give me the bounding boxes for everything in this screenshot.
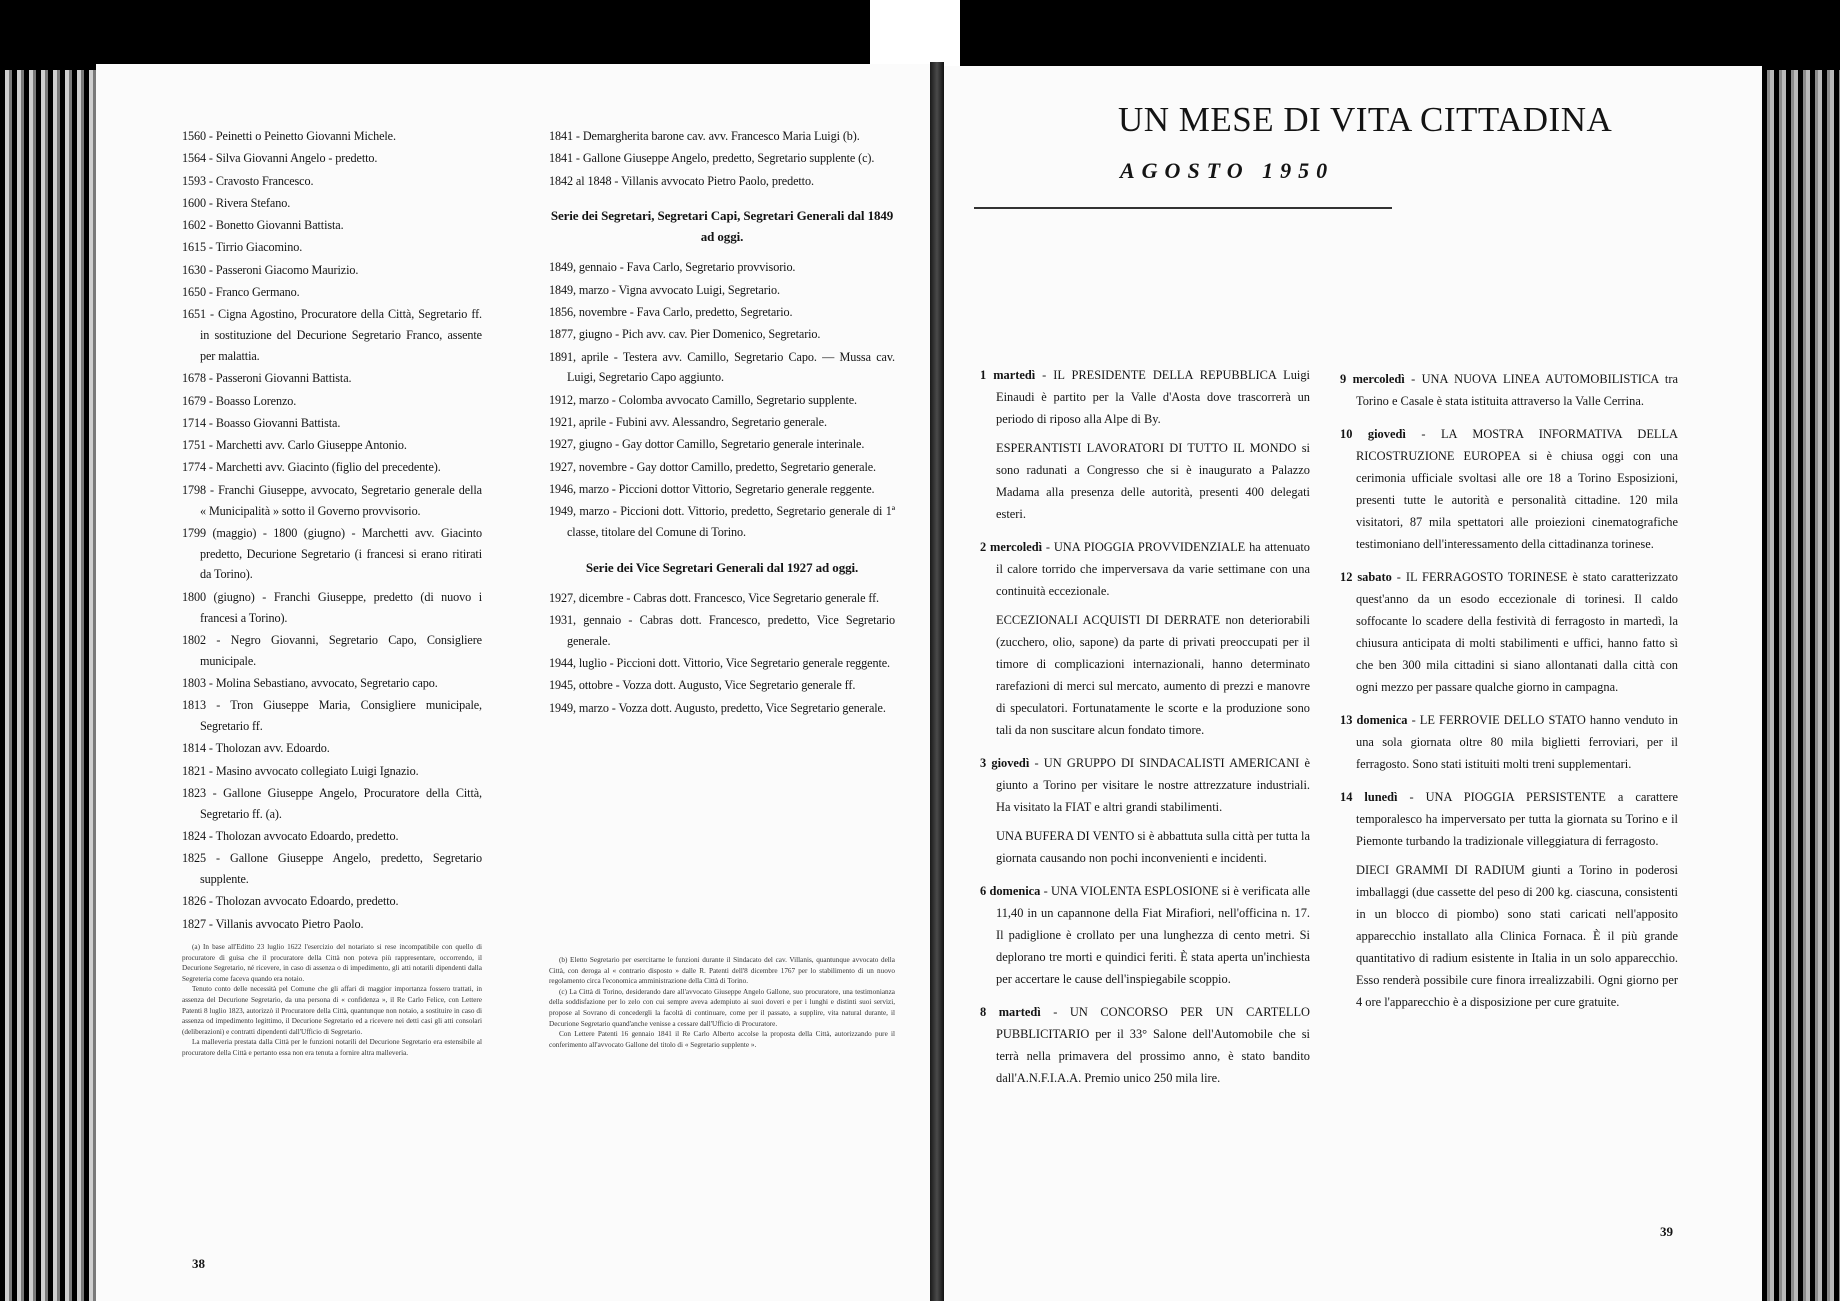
chronicle-column-1 [980, 364, 1310, 1100]
chronicle-entry [1340, 709, 1678, 775]
footnote: (c) La Città di Torino, desiderando dare all'avvocato Giuseppe Angelo Gallone, suo procuratore, una testimonianza della soddisfazione per lo zelo con cui sempre aveva adempiuto ai suoi doveri e per i lunghi e distinti suoi servizi, propose al Sovrano di concedergli la facoltà di continuare, come per il passato, a supplire, vita natural durante, il Decurione Segretario quand'anche venisse a cessare dall'Ufficio di Procuratore. [549, 987, 895, 1028]
footnote: Con Lettere Patenti 16 gennaio 1841 il Re Carlo Alberto accolse la proposta della Città, autorizzando pure il conferimento all'avvocato Gallone del titolo di « Segretario supplente ». [549, 1030, 895, 1049]
entry-text: ECCEZIONALI ACQUISTI DI DERRATE non deteriorabili (zucchero, olio, sapone) da parte di privati preoccupati per il timore di complicazioni internazionali, hanno determinato rarefazioni di merci sul mercato, aumento di prezzi e manovre di speculatori. Fortunatamente le scorte e la produzione sono tali da non suscitare alcun fondato timore. [996, 613, 1310, 737]
list-item: 1798 - Franchi Giuseppe, avvocato, Segretario generale della « Municipalità » sotto il Governo provvisorio. [182, 482, 482, 518]
book-spine-tab [870, 0, 960, 70]
weekday: martedì [993, 368, 1036, 382]
left-column-2 [549, 126, 895, 720]
weekday: mercoledì [990, 540, 1043, 554]
chronicle-entry [980, 437, 1310, 525]
weekday: martedì [998, 1005, 1041, 1019]
chronicle-entry [980, 364, 1310, 430]
list-item: 1823 - Gallone Giuseppe Angelo, Procuratore della Città, Segretario ff. (a). [182, 785, 482, 821]
list-item: 1714 - Boasso Giovanni Battista. [182, 415, 341, 430]
entry-text: - UNA VIOLENTA ESPLOSIONE si è verificata alle 11,40 in un capannone della Fiat Mirafiori, nell'officina n. 17. Il padiglione è crollato per una lunghezza di cento metri. Si deplorano tre morti e quindici feriti. È stata aperta un'inchiesta per accertare le cause dell'inspiegabile scoppio. [996, 884, 1310, 986]
entry-text: - IL FERRAGOSTO TORINESE è stato caratterizzato quest'anno da un esodo eccezionale di torinesi. Il caldo soffocante lo scadere della festività di ferragosto in martedì, la chiusura anticipata di molti stabilimenti e uffici, hanno fatto sì che ben 300 mila cittadini si siano allontanati dalla città con ogni mezzo per passare qualche giorno in campagna. [1356, 570, 1678, 694]
chronicle-entry [980, 609, 1310, 741]
day-number: 8 [980, 1005, 987, 1019]
list-item: 1814 - Tholozan avv. Edoardo. [182, 741, 330, 756]
list-item: 1650 - Franco Germano. [182, 285, 300, 300]
list-item: 1825 - Gallone Giuseppe Angelo, predetto, Segretario supplente. [182, 851, 482, 887]
list-item: 1803 - Molina Sebastiano, avvocato, Segretario capo. [182, 675, 438, 690]
weekday: lunedì [1364, 790, 1398, 804]
entry-text: - UNA NUOVA LINEA AUTOMOBILISTICA tra Torino e Casale è stata istituita attraverso la Valle Cerrina. [1356, 372, 1678, 408]
entry-text: UNA BUFERA DI VENTO si è abbattuta sulla città per tutta la giornata causando non pochi inconvenienti e incidenti. [996, 829, 1310, 865]
entry-text: - LE FERROVIE DELLO STATO hanno venduto in una sola giornata oltre 80 mila biglietti ferroviari, per il ferragosto. Sono stati istituiti molti treni supplementari. [1356, 713, 1678, 771]
list-item: 1927, dicembre - Cabras dott. Francesco, Vice Segretario generale ff. [549, 590, 879, 605]
list-item: 1615 - Tirrio Giacomino. [182, 240, 303, 255]
list-item: 1891, aprile - Testera avv. Camillo, Segretario Capo. — Mussa cav. Luigi, Segretario Capo aggiunto. [549, 349, 895, 385]
day-number: 9 [1340, 372, 1347, 386]
chronicle-entry [1340, 566, 1678, 698]
list-item: 1824 - Tholozan avvocato Edoardo, predetto. [182, 829, 399, 843]
chronicle-entry [1340, 859, 1678, 1013]
list-item: 1600 - Rivera Stefano. [182, 195, 291, 210]
entry-text: - LA MOSTRA INFORMATIVA DELLA RICOSTRUZIONE EUROPEA si è chiusa oggi con una cerimonia ufficiale svoltasi alle ore 18 a Torino Esposizioni, presenti tutte le autorità e personalità cittadine. 120 mila visitatori, 87 mila spettatori alle proiezioni cinematografiche testimoniano dell'interessamento della cittadinanza torinese. [1356, 427, 1678, 551]
list-item: 1593 - Cravosto Francesco. [182, 173, 314, 188]
list-item: 1927, novembre - Gay dottor Camillo, predetto, Segretario generale. [549, 459, 876, 474]
list-item: 1912, marzo - Colomba avvocato Camillo, Segretario supplente. [549, 392, 857, 407]
weekday: giovedì [1367, 427, 1406, 441]
footnote: (a) In base all'Editto 23 luglio 1622 l'esercizio del notariato si rese incompatibile con quello di procuratore di guisa che il procuratore della Città non poteva più rappresentare, occorrendo, il Decurione Segretario, né ricevere, in caso di assenza o di impedimento, gli atti notarili dipendenti dalla Segreteria come faceva quando era notaio. [182, 943, 482, 983]
list-item: 1877, giugno - Pich avv. cav. Pier Domenico, Segretario. [549, 327, 821, 342]
chronicle-entry [980, 1001, 1310, 1089]
entry-text: DIECI GRAMMI DI RADIUM giunti a Torino in poderosi imballaggi (due cassette del peso di 200 kg. ciascuna, consistenti in un blocco di piombo) sono stati caricati nell'apposito apparecchio installato alla Clinica Fornaca. È il più grande quantitativo di radium esistente in Italia in un solo apparecchio. Esso renderà possibile cure finora irrealizzabili. Ogni giorno per 4 ore l'apparecchio è a disposizione per cure gratuite. [1356, 863, 1678, 1009]
right-page-edges [1758, 70, 1840, 1301]
left-page-edges [0, 70, 96, 1301]
list-item: 1927, giugno - Gay dottor Camillo, Segretario generale interinale. [549, 437, 865, 452]
list-item: 1946, marzo - Piccioni dottor Vittorio, Segretario generale reggente. [549, 481, 875, 496]
entry-text: - IL PRESIDENTE DELLA REPUBBLICA Luigi Einaudi è partito per la Valle d'Aosta dove trascorrerà un periodo di riposo alla Alpe di By. [996, 368, 1310, 426]
day-number: 2 [980, 540, 987, 554]
list-item: 1774 - Marchetti avv. Giacinto (figlio del precedente). [182, 460, 441, 475]
weekday: mercoledì [1352, 372, 1405, 386]
list-item: 1751 - Marchetti avv. Carlo Giuseppe Antonio. [182, 438, 407, 453]
list-item: 1841 - Demargherita barone cav. avv. Francesco Maria Luigi (b). [549, 129, 860, 143]
footnote: La malleveria prestata dalla Città per le funzioni notarili del Decurione Segretario era estensibile al procuratore della Città e pertanto essa non era tenuta a fornire altra malleveria. [182, 1038, 482, 1057]
chronicle-entry [1340, 786, 1678, 852]
footnote: Tenuto conto delle necessità pel Comune che gli affari di maggior importanza fossero trattati, in assenza del Decurione Segretario, da una persona di « confidenza », il Re Carlo Felice, con Lettere Patenti 8 luglio 1823, autorizzò il Procuratore della Città, quantunque non notaio, a sostituire in caso di assenza od impedimento legittimo, il Decurione Segretario ed a ricevere nei detti casi gli atti consolari (deliberazioni) e contratti dipendenti dall'Ufficio di Segretario. [182, 985, 482, 1036]
list-item: 1849, gennaio - Fava Carlo, Segretario provvisorio. [549, 260, 796, 275]
chronicle-entry [980, 752, 1310, 818]
page-number-right: 39 [1660, 1224, 1673, 1239]
chronicle-entry [980, 825, 1310, 869]
list-item: 1800 (giugno) - Franchi Giuseppe, predetto (di nuovo i francesi a Torino). [182, 589, 482, 625]
list-item: 1678 - Passeroni Giovanni Battista. [182, 371, 352, 386]
book-gutter [930, 62, 944, 1301]
list-item: 1651 - Cigna Agostino, Procuratore della Città, Segretario ff. in sostituzione del Decurione Segretario Franco, assente per malattia. [182, 307, 482, 363]
left-column-1 [182, 126, 482, 936]
list-item: 1949, marzo - Piccioni dott. Vittorio, predetto, Segretario generale di 1ª classe, titolare del Comune di Torino. [549, 504, 895, 539]
secretaries-list [549, 257, 895, 542]
section-heading-vice-secretaries: Serie dei Vice Segretari Generali dal 1927 ad oggi. [585, 559, 859, 575]
list-item: 1802 - Negro Giovanni, Segretario Capo, Consigliere municipale. [182, 632, 482, 668]
secretaries-list-top [549, 126, 895, 191]
day-number: 12 [1340, 570, 1353, 584]
list-item: 1630 - Passeroni Giacomo Maurizio. [182, 262, 359, 277]
entry-text: - UNA PIOGGIA PROVVIDENZIALE ha attenuato il calore torrido che imperversava da varie settimane con una continuità eccezionale. [996, 540, 1310, 598]
weekday: domenica [989, 884, 1041, 898]
list-item: 1560 - Peinetti o Peinetto Giovanni Michele. [182, 129, 396, 143]
list-item: 1602 - Bonetto Giovanni Battista. [182, 218, 344, 233]
day-number: 13 [1340, 713, 1353, 727]
day-number: 6 [980, 884, 987, 898]
entry-text: - UNA PIOGGIA PERSISTENTE a carattere temporalesco ha imperversato per tutta la giornata su Torino e il Piemonte turbando la tradizionale villeggiatura di ferragosto. [1356, 790, 1678, 848]
day-number: 10 [1340, 427, 1353, 441]
section-heading-secretaries: Serie dei Segretari, Segretari Capi, Segretari Generali dal 1849 ad oggi. [550, 208, 894, 245]
list-item: 1813 - Tron Giuseppe Maria, Consigliere municipale, Segretario ff. [182, 698, 482, 734]
list-item: 1799 (maggio) - 1800 (giugno) - Marchetti avv. Giacinto predetto, Decurione Segretario (i francesi si erano ritirati da Torino). [182, 525, 482, 582]
list-item: 1931, gennaio - Cabras dott. Francesco, predetto, Vice Segretario generale. [549, 613, 895, 648]
day-number: 1 [980, 368, 987, 382]
list-item: 1679 - Boasso Lorenzo. [182, 393, 297, 408]
chronicle-entry [980, 880, 1310, 990]
list-item: 1841 - Gallone Giuseppe Angelo, predetto, Segretario supplente (c). [549, 151, 875, 166]
page-title: UN MESE DI VITA CITTADINA [1118, 100, 1613, 139]
weekday: giovedì [991, 756, 1030, 770]
left-page [96, 64, 930, 1301]
list-item: 1826 - Tholozan avvocato Edoardo, predetto. [182, 894, 399, 909]
entry-text: ESPERANTISTI LAVORATORI DI TUTTO IL MONDO si sono radunati a Congresso che si è inaugurato a Palazzo Madama alla presenza delle autorità, presenti 400 delegati esteri. [996, 441, 1310, 521]
list-item: 1949, marzo - Vozza dott. Augusto, predetto, Vice Segretario generale. [549, 700, 886, 715]
list-item: 1945, ottobre - Vozza dott. Augusto, Vice Segretario generale ff. [549, 678, 856, 693]
chronicle-entry [1340, 368, 1678, 412]
right-page [944, 66, 1762, 1301]
page-subtitle: AGOSTO 1950 [1120, 158, 1335, 183]
list-item: 1856, novembre - Fava Carlo, predetto, Segretario. [549, 304, 793, 319]
footnotes-right [549, 955, 895, 1050]
chronicle-entry [1340, 423, 1678, 555]
page-number-left: 38 [192, 1256, 205, 1271]
weekday: domenica [1356, 713, 1408, 727]
day-number: 14 [1340, 790, 1353, 804]
chronicle-column-2 [1340, 368, 1678, 1024]
list-item: 1827 - Villanis avvocato Pietro Paolo. [182, 916, 364, 931]
list-item: 1842 al 1848 - Villanis avvocato Pietro Paolo, predetto. [549, 173, 814, 188]
entry-text: - UN CONCORSO PER UN CARTELLO PUBBLICITARIO per il 33° Salone dell'Automobile che si terrà nella primavera del prossimo anno, è stato bandito dall'A.N.F.I.A.A. Premio unico 250 mila lire. [996, 1005, 1310, 1085]
chronicle-entry [980, 536, 1310, 602]
list-item: 1944, luglio - Piccioni dott. Vittorio, Vice Segretario generale reggente. [549, 656, 890, 671]
footnotes-left [182, 942, 482, 1059]
list-item: 1821 - Masino avvocato collegiato Luigi Ignazio. [182, 763, 419, 778]
vice-secretaries-list [549, 588, 895, 719]
title-rule [974, 207, 1392, 209]
day-number: 3 [980, 756, 987, 770]
list-item: 1849, marzo - Vigna avvocato Luigi, Segretario. [549, 282, 780, 297]
footnote: (b) Eletto Segretario per esercitarne le funzioni durante il Sindacato del cav. Villanis, quantunque avvocato della Città, con deroga al « contrario disposto » dalle R. Patenti dell'8 dicembre 1767 per lo stabilimento di un nuovo regolamento circa l'economica amministrazione della Città di Torino. [549, 956, 895, 986]
entry-text: - UN GRUPPO DI SINDACALISTI AMERICANI è giunto a Torino per visitare le nostre attrezzature industriali. Ha visitato la FIAT e altri grandi stabilimenti. [996, 756, 1310, 814]
weekday: sabato [1357, 570, 1392, 584]
list-item: 1564 - Silva Giovanni Angelo - predetto. [182, 151, 378, 166]
list-item: 1921, aprile - Fubini avv. Alessandro, Segretario generale. [549, 414, 827, 429]
